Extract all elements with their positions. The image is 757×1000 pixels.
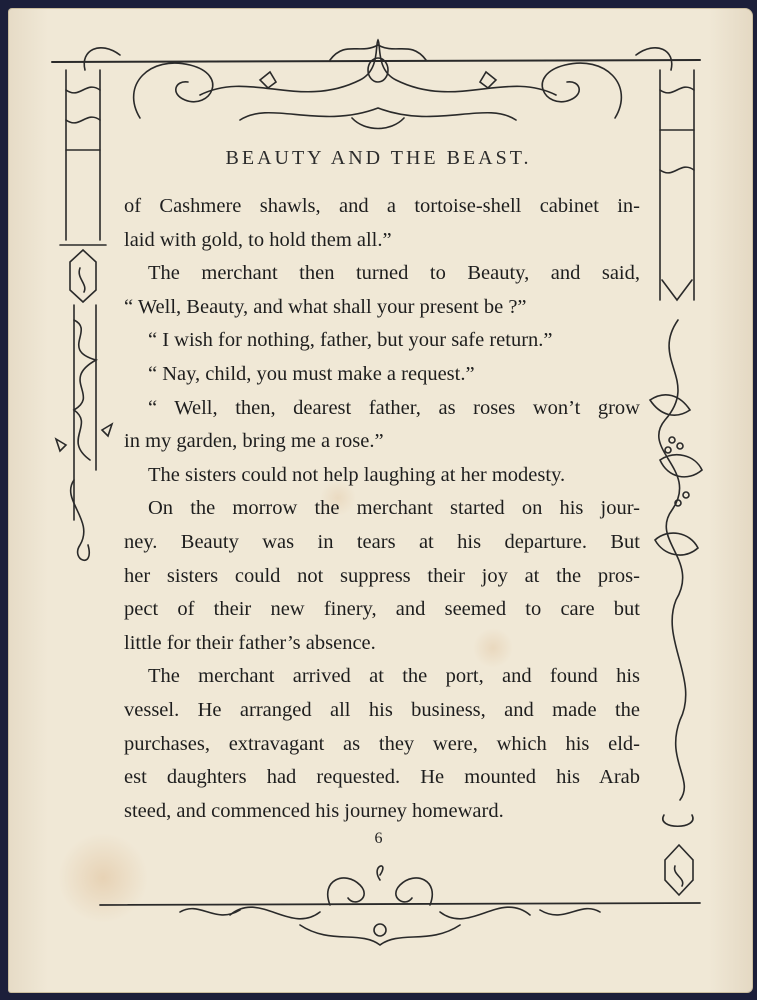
text-line: The sisters could not help laughing at her modesty.: [148, 463, 566, 486]
text-line: On the morrow the merchant started on his jour-: [148, 497, 640, 520]
text-line: “ Well, then, dearest father, as roses won’t grow: [148, 396, 640, 419]
top-scrollwork-ornament: [84, 40, 672, 129]
text-line: ney. Beauty was in tears at his departure. But: [124, 530, 640, 553]
text-line: est daughters had requested. He mounted his Arab: [124, 766, 640, 789]
left-border-column: [56, 70, 112, 560]
text-line: “ Nay, child, you must make a request.”: [148, 362, 475, 385]
body-text: [124, 190, 640, 828]
right-border-column: [650, 70, 702, 895]
text-line: her sisters could not suppress their joy at the pros-: [124, 564, 640, 587]
text-line: little for their father’s absence.: [124, 631, 376, 654]
text-line: pect of their new finery, and seemed to care but: [124, 598, 640, 621]
text-line: laid with gold, to hold them all.”: [124, 228, 392, 251]
text-line: The merchant then turned to Beauty, and said,: [148, 262, 640, 285]
text-line: vessel. He arranged all his business, and made the: [124, 698, 640, 721]
running-header: BEAUTY AND THE BEAST.: [225, 147, 532, 169]
bottom-border-rule: [100, 903, 700, 905]
text-line: The merchant arrived at the port, and found his: [148, 665, 640, 688]
text-line: “ Well, Beauty, and what shall your present be ?”: [124, 295, 527, 318]
top-border-rule: [52, 60, 700, 62]
text-line: purchases, extravagant as they were, which his eld-: [124, 732, 640, 755]
text-line: of Cashmere shawls, and a tortoise-shell cabinet in-: [124, 195, 640, 217]
page-number: 6: [374, 830, 383, 847]
text-line: “ I wish for nothing, father, but your safe return.”: [148, 329, 553, 352]
text-line: in my garden, bring me a rose.”: [124, 430, 384, 453]
bottom-scrollwork-ornament: [180, 866, 600, 945]
text-line: steed, and commenced his journey homeward.: [124, 799, 504, 822]
